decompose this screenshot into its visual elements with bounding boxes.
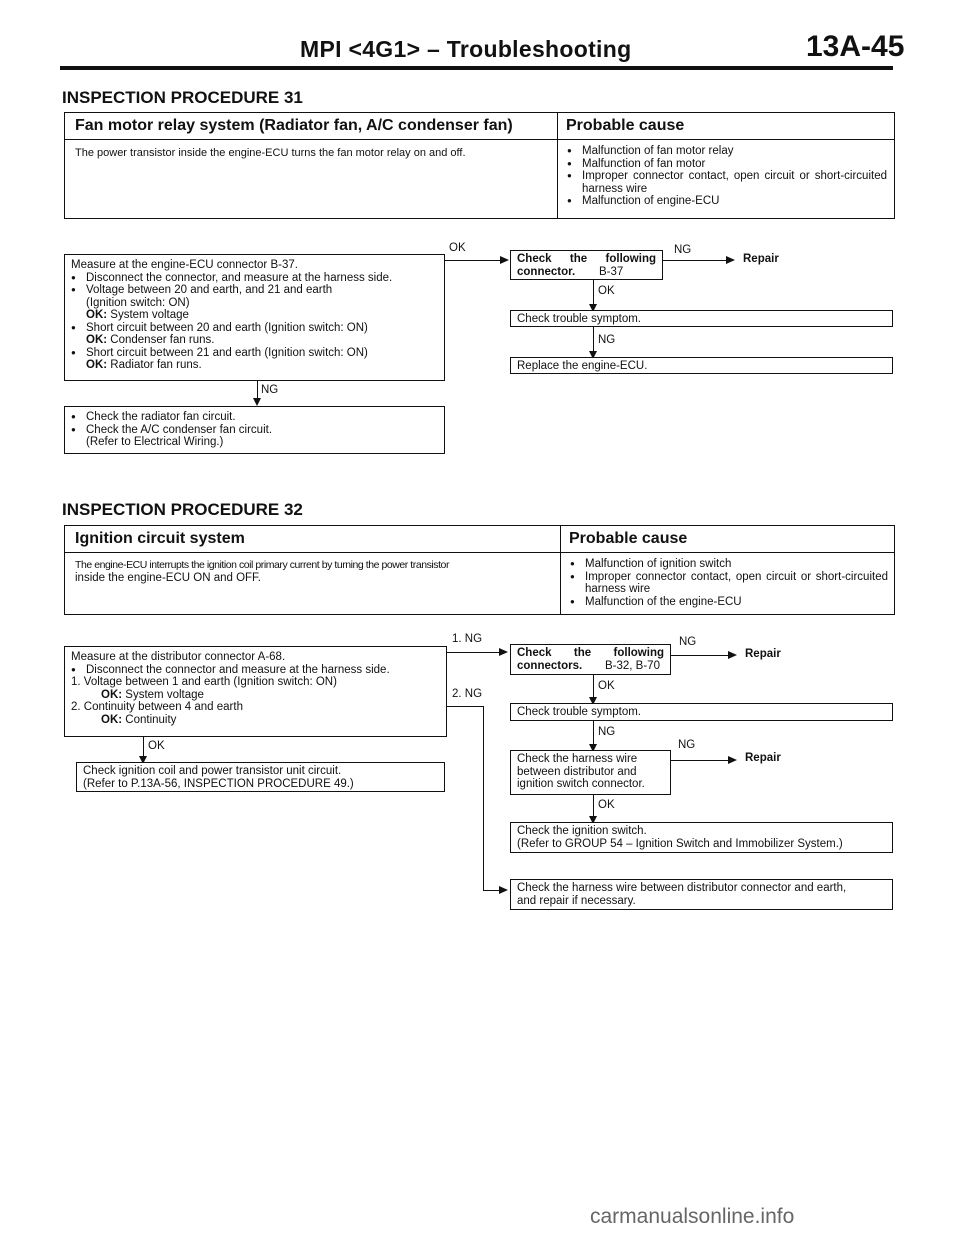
flow-label-ng: NG: [261, 384, 279, 396]
flow-label-ok: OK: [598, 680, 615, 692]
flow-line: [447, 652, 500, 653]
measure-ok: [71, 334, 438, 347]
cause-item: ● Improper connector contact, open circuit or short-circuited harness wire: [567, 170, 887, 195]
probable-cause-list: [567, 145, 887, 208]
check-symptom-box-32: [510, 703, 893, 721]
check-connectors-box-32: [510, 644, 671, 675]
earth-check-text: Check the harness wire between distributor connector and earth,: [517, 882, 847, 894]
measure-step: ● Voltage between 20 and earth, and 21 and earth: [71, 284, 438, 297]
harness-text: between distributor and: [517, 765, 637, 778]
ok-value: System voltage: [110, 309, 189, 321]
arrow-right-icon: [728, 651, 737, 659]
table-divider: [557, 139, 558, 218]
measure-box-31: [64, 254, 445, 381]
replace-ecu-text: Replace the engine-ECU.: [517, 360, 648, 372]
repair-label: Repair: [743, 253, 779, 265]
ok-label: OK:: [86, 309, 108, 321]
repair-label: Repair: [745, 648, 781, 660]
flow-line: [445, 260, 501, 261]
flow-label-ng: 1. NG: [452, 633, 483, 645]
earth-check-text: and repair if necessary.: [517, 894, 636, 907]
measure-instruction: Measure at the distributor connector A-68.: [71, 651, 286, 663]
flow-label-ng: NG: [674, 244, 692, 256]
flow-line: [483, 890, 500, 891]
flow-line: [671, 760, 729, 761]
flow-label-ng: NG: [678, 739, 696, 751]
cause-item: ● Malfunction of fan motor: [567, 158, 887, 171]
measure-ok: [71, 714, 440, 727]
flow-label-ok: OK: [598, 285, 615, 297]
measure-step: ● Short circuit between 20 and earth (Ignition switch: ON): [71, 322, 438, 335]
page-header-title: MPI <4G1> – Troubleshooting: [300, 36, 632, 62]
harness-text: Check the harness wire: [517, 753, 638, 765]
measure-instruction: Measure at the engine-ECU connector B-37.: [71, 259, 298, 271]
arrow-right-icon: [726, 256, 735, 264]
replace-ecu-box: [510, 357, 893, 374]
check-symptom-box-31: [510, 310, 893, 327]
cause-item: ● Malfunction of ignition switch: [570, 558, 888, 571]
flow-label-ng: NG: [598, 726, 616, 738]
ok-label: OK:: [86, 334, 108, 346]
ok-label: OK:: [101, 713, 123, 726]
ok-box-32: [76, 762, 445, 792]
cause-item: ● Improper connector contact, open circuit or short-circuited harness wire: [570, 571, 888, 596]
measure-box-32: [64, 646, 447, 737]
check-reference: (Refer to Electrical Wiring.): [86, 436, 224, 448]
arrow-down-icon: [253, 398, 261, 406]
probable-cause-header: Probable cause: [569, 530, 688, 547]
connector-id: B-37: [599, 266, 624, 278]
page-number: 13A-45: [806, 30, 905, 63]
ignition-switch-box: [510, 822, 893, 853]
procedure-31-table: [64, 112, 895, 219]
description-line: The engine-ECU interrupts the ignition coil primary current by turning the power transistor: [75, 559, 449, 571]
ignition-check-text: Check the ignition switch.: [517, 825, 647, 837]
measure-step: ● Disconnect the connector, and measure at the harness side.: [71, 272, 438, 285]
table-divider: [560, 552, 561, 614]
check-step: ● Check the radiator fan circuit.: [71, 411, 438, 424]
cause-item: ● Malfunction of fan motor relay: [567, 145, 887, 158]
check-step: ● Check the A/C condenser fan circuit.: [71, 424, 438, 437]
system-name: Fan motor relay system (Radiator fan, A/C condenser fan): [75, 117, 513, 134]
flow-line: [671, 655, 729, 656]
measure-ok: [71, 359, 438, 372]
arrow-right-icon: [728, 756, 737, 764]
flow-line: [483, 706, 484, 890]
watermark: carmanualsonline.info: [590, 1205, 795, 1228]
flow-label-ok: OK: [598, 799, 615, 811]
probable-cause-header: Probable cause: [566, 117, 685, 134]
system-header-cell: [65, 113, 558, 140]
system-header-cell: [65, 526, 561, 553]
flow-label-ng: NG: [598, 334, 616, 346]
ok-label: OK:: [86, 359, 108, 371]
flow-label-ok: OK: [148, 740, 165, 752]
flow-label-ng: NG: [679, 636, 697, 648]
check-connector-box-31: [510, 250, 663, 280]
system-description: The power transistor inside the engine-ECU turns the fan motor relay on and off.: [75, 147, 466, 159]
check-reference: (Refer to P.13A-56, INSPECTION PROCEDURE 49.): [83, 777, 354, 790]
ok-value: Radiator fan runs.: [110, 359, 202, 371]
check-symptom-text: Check trouble symptom.: [517, 706, 641, 718]
check-connector-text: Check the following connector.: [517, 253, 656, 278]
check-connector-text: Check the following connectors.: [517, 647, 664, 672]
system-name: Ignition circuit system: [75, 530, 245, 547]
probable-cause-list: [570, 558, 888, 608]
measure-step: 2. Continuity between 4 and earth: [71, 701, 243, 713]
ignition-reference: (Refer to GROUP 54 – Ignition Switch and Immobilizer System.): [517, 837, 843, 850]
flow-label-ok: OK: [449, 242, 466, 254]
ok-value: Continuity: [125, 713, 177, 726]
measure-ok: [71, 689, 440, 702]
ok-label: OK:: [101, 688, 123, 701]
cause-item: ● Malfunction of the engine-ECU: [570, 596, 888, 609]
earth-harness-box: [510, 879, 893, 910]
arrow-right-icon: [500, 256, 509, 264]
cause-header-cell: [561, 526, 894, 553]
flow-line: [663, 260, 727, 261]
system-description: [75, 559, 555, 584]
procedure-32-table: [64, 525, 895, 615]
measure-ok: [71, 309, 438, 322]
arrow-right-icon: [499, 886, 508, 894]
flow-line: [447, 706, 483, 707]
repair-label: Repair: [745, 752, 781, 764]
description-line: inside the engine-ECU ON and OFF.: [75, 571, 262, 584]
ok-value: Condenser fan runs.: [110, 334, 215, 346]
cause-item: ● Malfunction of engine-ECU: [567, 195, 887, 208]
cause-header-cell: [558, 113, 894, 140]
header-rule: [60, 66, 893, 70]
flow-label-ng: 2. NG: [452, 688, 483, 700]
connector-id: B-32, B-70: [605, 660, 660, 672]
measure-step: 1. Voltage between 1 and earth (Ignition switch: ON): [71, 676, 337, 688]
measure-step: ● Disconnect the connector and measure at the harness side.: [71, 664, 440, 677]
ok-value: System voltage: [125, 688, 204, 701]
harness-box-32: [510, 750, 671, 795]
check-step: Check ignition coil and power transistor unit circuit.: [83, 765, 342, 777]
measure-condition: (Ignition switch: ON): [86, 296, 190, 309]
ng-box-31: [64, 406, 445, 454]
check-symptom-text: Check trouble symptom.: [517, 313, 641, 325]
procedure-31-title: INSPECTION PROCEDURE 31: [62, 88, 303, 107]
harness-text: ignition switch connector.: [517, 778, 645, 790]
procedure-32-title: INSPECTION PROCEDURE 32: [62, 500, 303, 519]
measure-step: ● Short circuit between 21 and earth (Ignition switch: ON): [71, 347, 438, 360]
arrow-right-icon: [499, 648, 508, 656]
